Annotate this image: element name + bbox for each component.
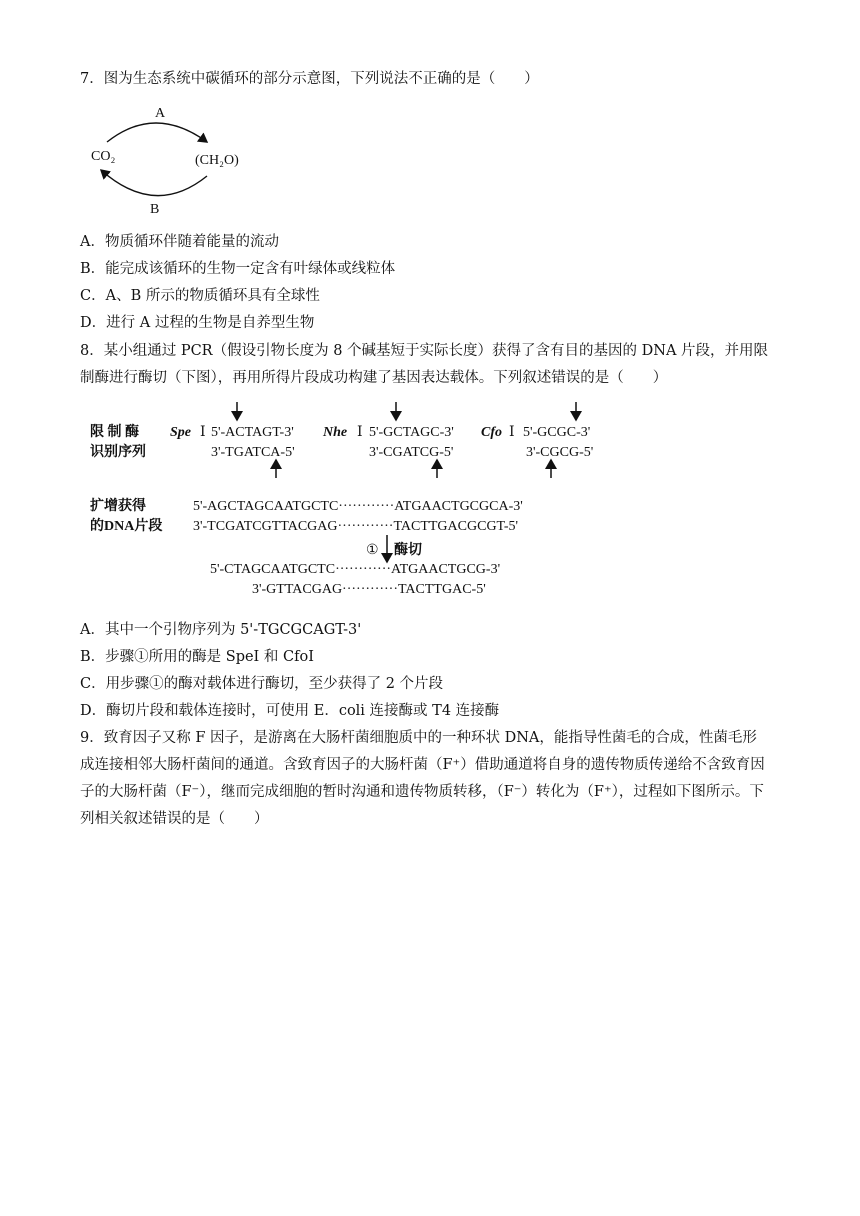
amp-top-seq: 5'-AGCTAGCAATGCTC············ATGAACTGCGCA-3' [193, 499, 523, 514]
cfo-top-seq: 5'-GCGC-3' [523, 425, 591, 440]
cfo-roman: Ⅰ [509, 425, 515, 440]
q7-stem: 7．图为生态系统中碳循环的部分示意图，下列说法不正确的是（ ） [80, 71, 539, 87]
arrow-a [107, 123, 207, 142]
spe-roman: Ⅰ [200, 425, 206, 440]
amp-label-2: 的DNA片段 [90, 519, 163, 534]
nhe-top-seq: 5'-GCTAGC-3' [369, 425, 454, 440]
co2-label: CO₂ [91, 149, 116, 164]
cfo-name: Cfo [481, 425, 502, 440]
carbon-cycle-diagram [85, 100, 260, 220]
arrow-b [101, 170, 207, 196]
cut-top-seq: 5'-CTAGCAATGCTC············ATGAACTGCG-3' [210, 562, 501, 577]
spe-top-seq: 5'-ACTAGT-3' [211, 425, 294, 440]
q9-stem-line-3: 子的大肠杆菌（F⁻），继而完成细胞的暂时沟通和遗传物质转移，（F⁻）转化为（F⁺），过程如下图所示。下 [80, 784, 764, 800]
q8-option-b: B．步骤①所用的酶是 SpeI 和 CfoI [80, 649, 314, 665]
spe-bottom-seq: 3'-TGATCA-5' [211, 445, 295, 460]
cut-bottom-seq: 3'-GTTACGAG············TACTTGAC-5' [252, 582, 486, 597]
nhe-name: Nhe [323, 425, 348, 440]
restriction-enzyme-diagram [80, 398, 620, 608]
amp-label-1: 扩增获得 [90, 499, 146, 514]
q9-stem-line-2: 成连接相邻大肠杆菌间的通道。含致育因子的大肠杆菌（F⁺）借助通道将自身的遗传物质传递给不含致育因 [80, 757, 765, 773]
step-number: ① [366, 543, 379, 558]
q8-stem-line-2: 制酶进行酶切（下图），再用所得片段成功构建了基因表达载体。下列叙述错误的是（ ） [80, 370, 668, 386]
step-label: 酶切 [394, 543, 422, 558]
q7-option-a: A．物质循环伴随着能量的流动 [80, 234, 279, 250]
spe-name: Spe [170, 425, 191, 440]
q8-stem-line-1: 8．某小组通过 PCR（假设引物长度为 8 个碱基短于实际长度）获得了含有目的基因的 DNA 片段，并用限 [80, 343, 769, 359]
q8-option-a: A．其中一个引物序列为 5'-TGCGCAGT-3' [80, 622, 362, 638]
q7-option-b: B．能完成该循环的生物一定含有叶绿体或线粒体 [80, 261, 396, 277]
arrow-label-a: A [155, 106, 166, 121]
q8-option-c: C．用步骤①的酶对载体进行酶切，至少获得了 2 个片段 [80, 676, 444, 692]
q7-option-c: C．A、B 所示的物质循环具有全球性 [80, 288, 320, 304]
cfo-bottom-seq: 3'-CGCG-5' [526, 445, 594, 460]
q7-option-d: D．进行 A 过程的生物是自养型生物 [80, 315, 315, 331]
q9-stem-line-4: 列相关叙述错误的是（ ） [80, 811, 269, 827]
nhe-roman: Ⅰ [357, 425, 363, 440]
arrow-label-b: B [150, 202, 160, 217]
nhe-bottom-seq: 3'-CGATCG-5' [369, 445, 454, 460]
q9-stem-line-1: 9．致育因子又称 F 因子，是游离在大肠杆菌细胞质中的一种环状 DNA，能指导性菌毛的合成，性菌毛形 [80, 730, 757, 746]
enzyme-label-1: 限 制 酶 [90, 425, 139, 440]
enzyme-label-2: 识别序列 [90, 445, 146, 460]
ch2o-label: (CH₂O) [195, 153, 239, 168]
q8-option-d: D．酶切片段和载体连接时，可使用 E．coli 连接酶或 T4 连接酶 [80, 703, 500, 719]
amp-bottom-seq: 3'-TCGATCGTTACGAG············TACTTGACGCGT-5' [193, 519, 519, 534]
